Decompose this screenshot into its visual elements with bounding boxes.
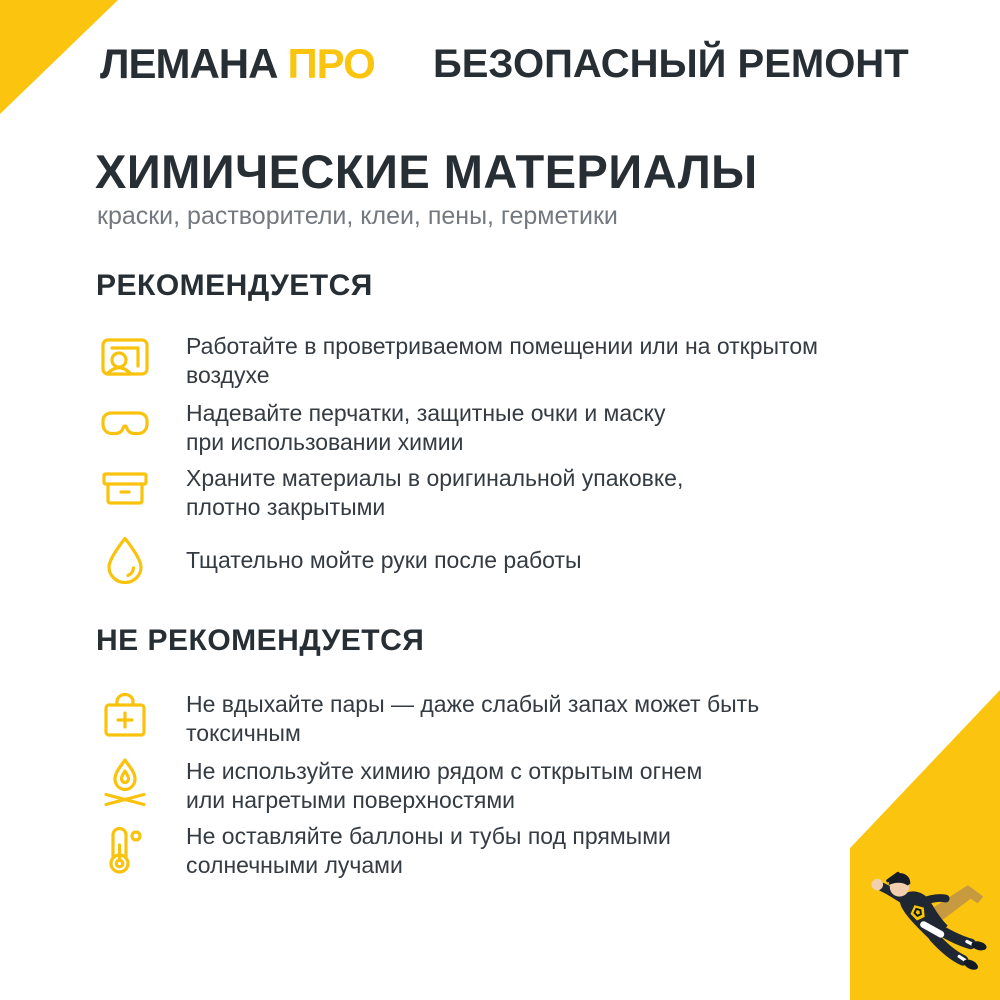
- brand-logo: [100, 40, 375, 88]
- list-item: [100, 534, 582, 586]
- section-heading-recommended: РЕКОМЕНДУЕТСЯ: [96, 269, 373, 302]
- item-text: [186, 399, 666, 457]
- list-item: [100, 690, 759, 748]
- item-text-line: Надевайте перчатки, защитные очки и маску: [186, 400, 666, 426]
- item-text-line: Тщательно мойте руки после работы: [186, 546, 582, 573]
- list-item: [100, 399, 666, 457]
- item-text: [186, 464, 683, 522]
- item-text-line: Не используйте химию рядом с открытым огнем: [186, 758, 703, 784]
- item-text: [186, 546, 582, 575]
- ventilated-room-icon: [100, 332, 150, 384]
- item-text-line: солнечными лучами: [186, 852, 403, 878]
- item-text-line: Не вдыхайте пары — даже слабый запах может быть: [186, 691, 760, 717]
- page-subtitle: краски, растворители, клеи, пены, герметики: [97, 202, 618, 230]
- item-text: [186, 332, 818, 390]
- item-text: [186, 690, 759, 748]
- storage-box-icon: [100, 464, 150, 516]
- campfire-icon: [100, 757, 150, 809]
- safety-goggles-icon: [100, 399, 150, 451]
- item-text-line: при использовании химии: [186, 429, 464, 455]
- item-text: [186, 757, 702, 815]
- page-title: ХИМИЧЕСКИЕ МАТЕРИАЛЫ: [95, 145, 758, 198]
- section-heading-not-recommended: НЕ РЕКОМЕНДУЕТСЯ: [96, 624, 425, 657]
- item-text-line: Не оставляйте баллоны и тубы под прямыми: [186, 823, 671, 849]
- brand-logo-part1: ЛЕМАНА: [100, 40, 278, 87]
- item-text-line: токсичным: [186, 720, 301, 746]
- item-text: [186, 822, 671, 880]
- item-text-line: Работайте в проветриваемом помещении или на открытом: [186, 333, 818, 359]
- item-text-line: или нагретыми поверхностями: [186, 787, 515, 813]
- list-item: [100, 822, 671, 880]
- item-text-line: Храните материалы в оригинальной упаковке,: [186, 465, 684, 491]
- water-drop-icon: [100, 534, 150, 586]
- item-text-line: воздухе: [186, 362, 270, 388]
- list-item: [100, 464, 683, 522]
- brand-logo-part2: ПРО: [287, 40, 375, 87]
- header-title: БЕЗОПАСНЫЙ РЕМОНТ: [433, 42, 909, 86]
- first-aid-kit-icon: [100, 690, 150, 742]
- list-item: [100, 332, 818, 390]
- list-item: [100, 757, 702, 815]
- thermometer-icon: [100, 822, 150, 874]
- item-text-line: плотно закрытыми: [186, 494, 386, 520]
- flying-superhero-mascot: [852, 860, 997, 995]
